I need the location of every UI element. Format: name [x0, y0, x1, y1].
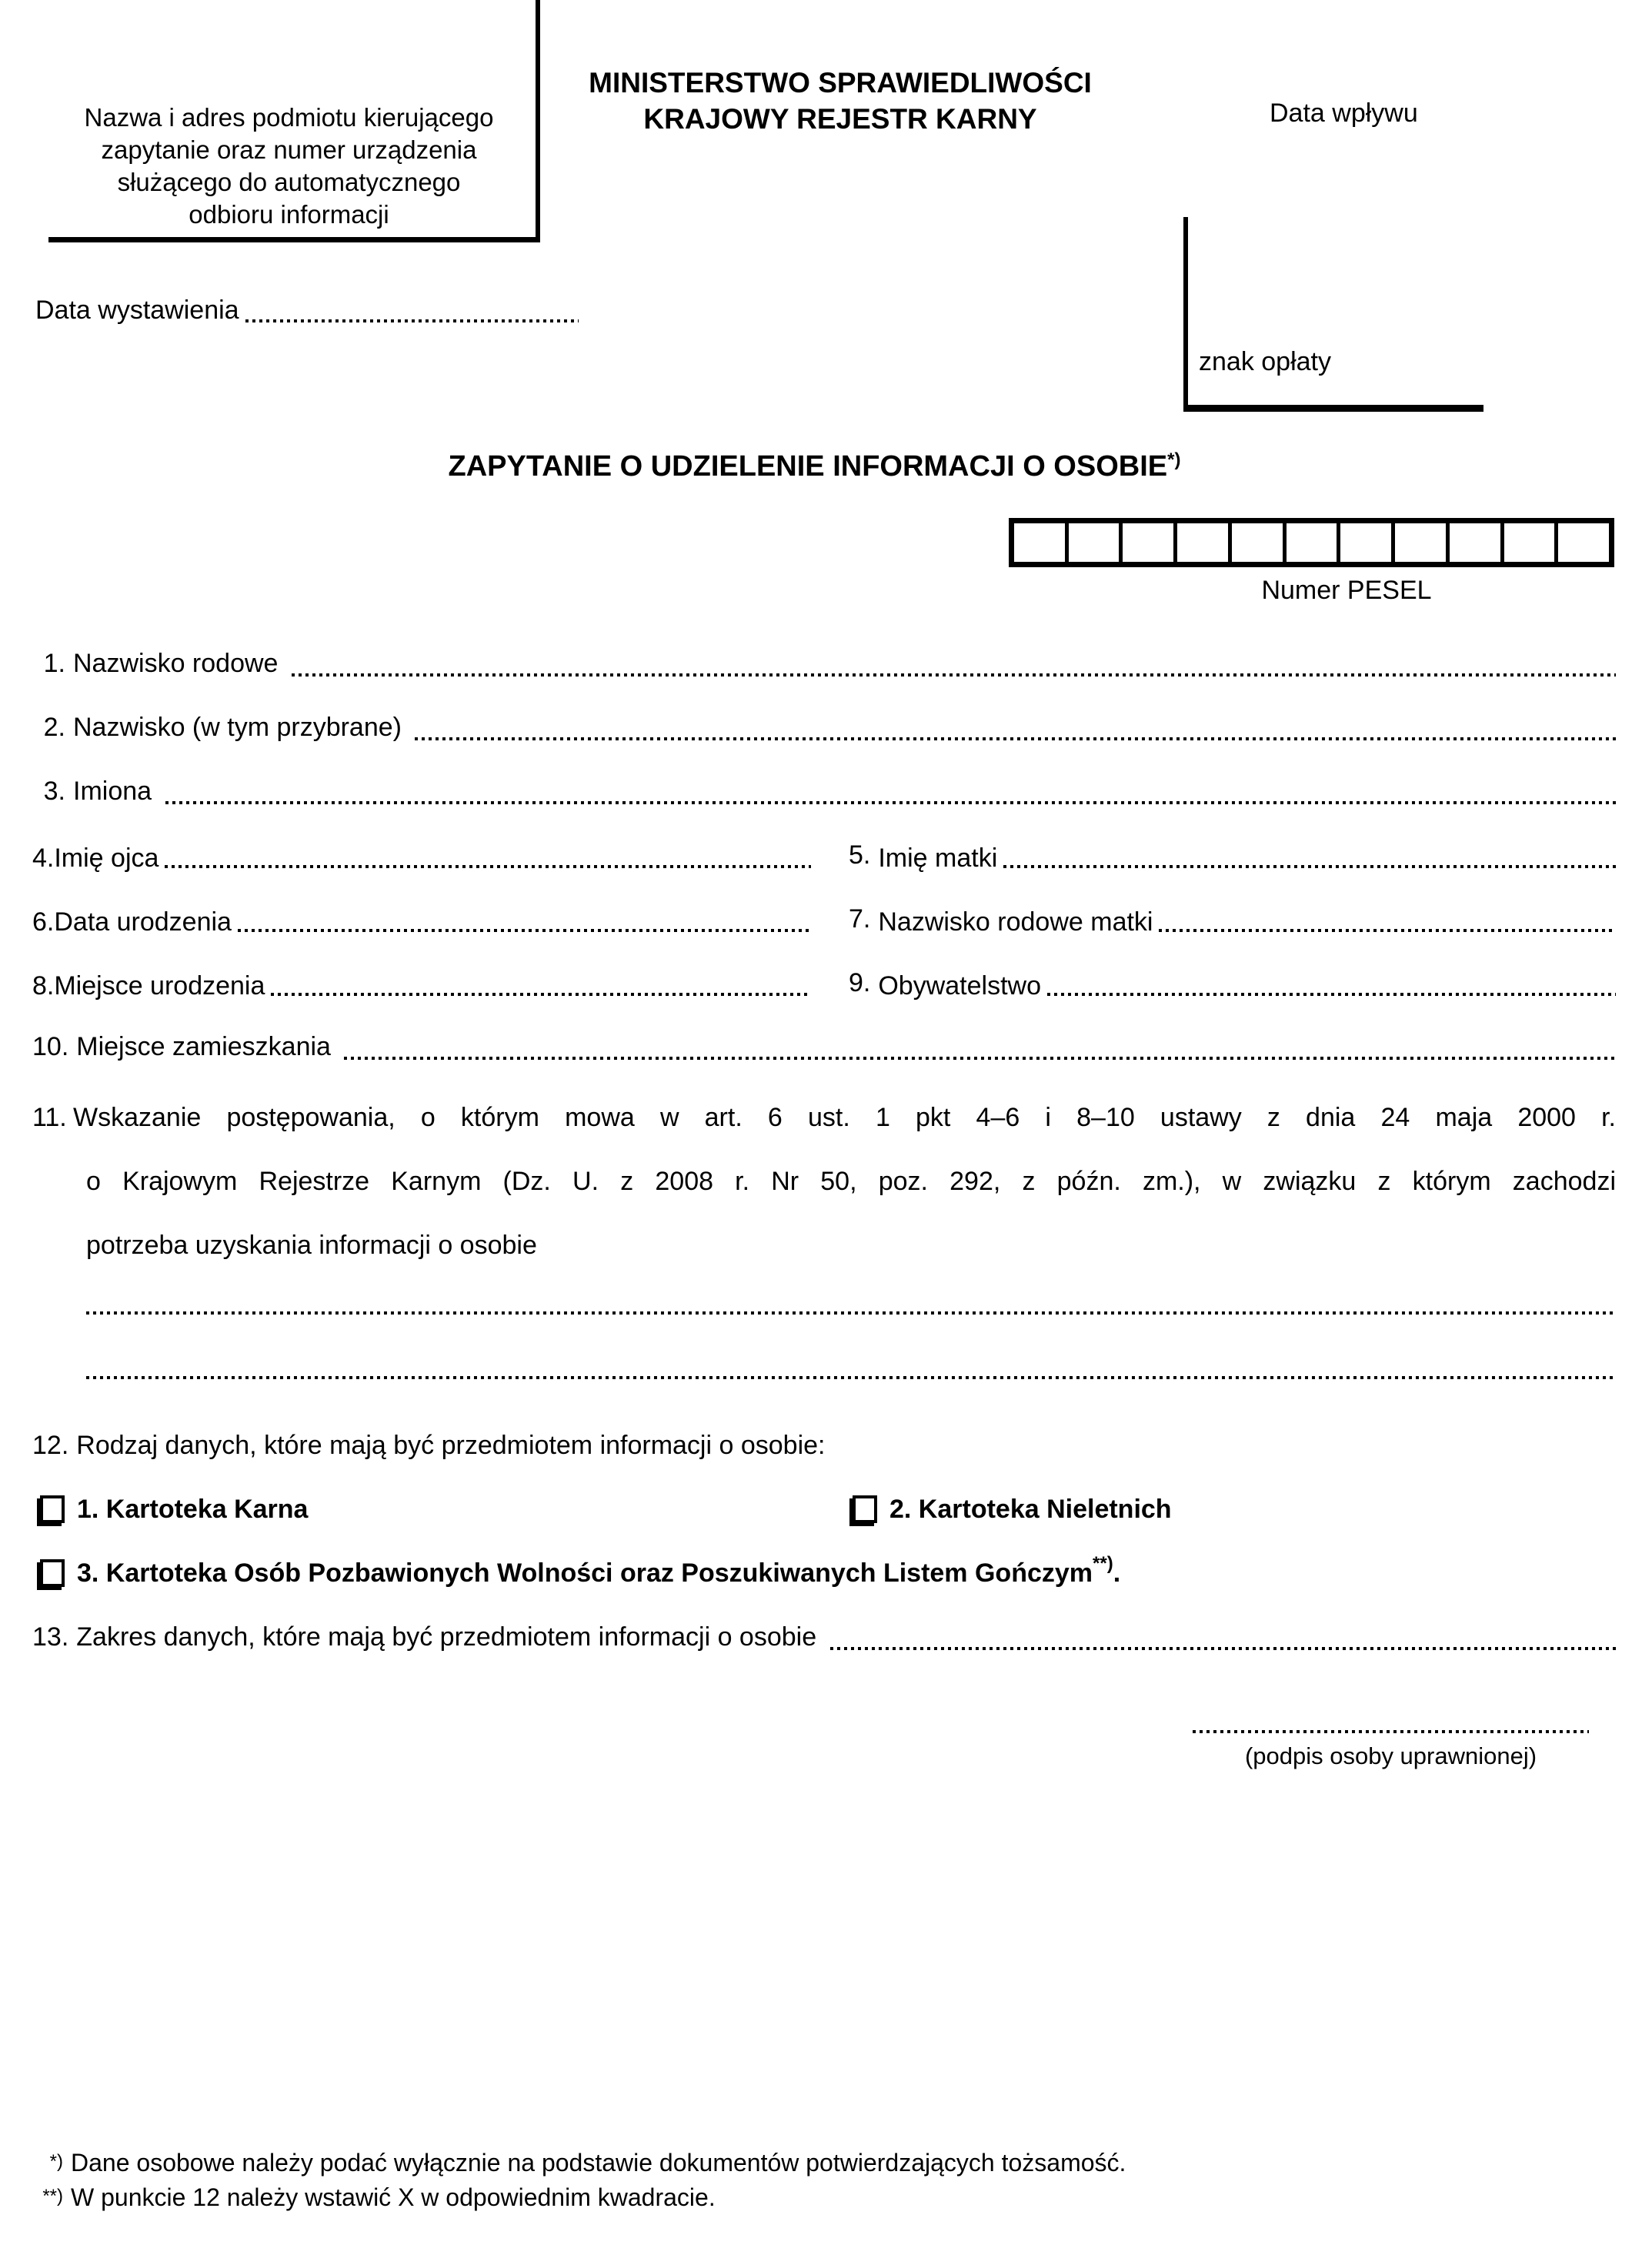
checkbox-kartoteka-nieletnich[interactable]	[849, 1495, 1172, 1525]
sender-box-line: Nazwa i adres podmiotu kierującego	[84, 103, 494, 132]
field-label: Rodzaj danych, które mają być przedmiotem informacji o osobie:	[76, 1431, 826, 1460]
field-number: 1.	[43, 649, 65, 678]
field-number: 3.	[43, 777, 65, 806]
pesel-cell[interactable]	[1340, 523, 1395, 562]
field-label: Imię matki	[878, 844, 998, 873]
field-row-6-7	[32, 900, 1616, 937]
field-fill-line[interactable]	[415, 737, 1616, 740]
footnote-2	[32, 2180, 1616, 2215]
field-number: 5.	[849, 840, 871, 870]
item-11-fill-line-1[interactable]	[86, 1311, 1616, 1315]
checkbox-label-suffix: .	[1113, 1558, 1121, 1588]
field-fill-line[interactable]	[344, 1057, 1616, 1060]
field-label: Nazwisko (w tym przybrane)	[73, 713, 409, 742]
pesel-cell[interactable]	[1177, 523, 1232, 562]
field-label: Miejsce urodzenia	[54, 971, 265, 1001]
pesel-cell[interactable]	[1232, 523, 1287, 562]
data-wystawienia-label: Data wystawienia	[35, 296, 239, 325]
field-fill-line[interactable]	[1003, 865, 1616, 868]
pesel-cell[interactable]	[1504, 523, 1559, 562]
checkbox-label: 3. Kartoteka Osób Pozbawionych Wolności oraz Poszukiwanych Listem Gończym	[77, 1558, 1093, 1588]
item-11-line-2	[32, 1150, 1616, 1214]
field-label: Imiona	[73, 777, 159, 806]
field-imie-matki	[849, 837, 1616, 874]
signature-block	[1185, 1730, 1597, 1772]
ministry-line-1: MINISTERSTWO SPRAWIEDLIWOŚCI	[589, 67, 1092, 99]
checkbox-icon[interactable]	[40, 1495, 65, 1523]
field-label: Data urodzenia	[54, 907, 232, 937]
signature-fill-line[interactable]	[1193, 1730, 1589, 1733]
field-imie-ojca	[32, 844, 811, 874]
sender-box-line: odbioru informacji	[189, 200, 389, 229]
footnote-mark: **)	[42, 2186, 63, 2207]
field-nazwisko-rodowe-matki	[849, 900, 1616, 937]
footnote-text: Dane osobowe należy podać wyłącznie na podstawie dokumentów potwierdzających tożsamość.	[71, 2149, 1126, 2176]
field-number: 13.	[32, 1622, 69, 1652]
field-label: Obywatelstwo	[878, 971, 1041, 1001]
pesel-cell[interactable]	[1287, 523, 1341, 562]
item-11-text-3: potrzeba uzyskania informacji o osobie	[86, 1231, 537, 1260]
field-number: 6.	[32, 907, 55, 937]
field-number: 2.	[43, 713, 65, 742]
field-label: Miejsce zamieszkania	[76, 1032, 339, 1061]
field-fill-line[interactable]	[292, 673, 1616, 676]
form-fields	[32, 645, 1616, 1682]
field-obywatelstwo	[849, 964, 1616, 1001]
form-title-footnote-mark: *)	[1167, 449, 1181, 470]
checkbox-kartoteka-karna[interactable]	[37, 1495, 849, 1525]
pesel-cell[interactable]	[1395, 523, 1450, 562]
checkbox-icon[interactable]	[40, 1559, 65, 1587]
item-11-line-1	[32, 1086, 1616, 1150]
field-number: 4.	[32, 844, 55, 873]
pesel-cell[interactable]	[1123, 523, 1177, 562]
pesel-cell[interactable]	[1069, 523, 1123, 562]
sender-box-line: służącego do automatycznego	[117, 168, 461, 196]
field-number: 11.	[32, 1103, 67, 1132]
sender-address-box	[48, 0, 540, 242]
data-wystawienia-row	[35, 292, 579, 328]
field-fill-line[interactable]	[238, 929, 811, 932]
field-number: 12.	[32, 1431, 69, 1460]
footnote-mark: *)	[49, 2151, 63, 2172]
field-label: Imię ojca	[54, 844, 159, 873]
field-label: Nazwisko rodowe matki	[878, 907, 1153, 937]
ministry-header	[540, 65, 1140, 137]
checkbox-label: 1. Kartoteka Karna	[77, 1494, 309, 1524]
checkbox-label: 2. Kartoteka Nieletnich	[889, 1494, 1172, 1524]
znak-oplaty-label: znak opłaty	[1199, 347, 1331, 376]
field-fill-line[interactable]	[165, 801, 1617, 804]
pesel-cell[interactable]	[1450, 523, 1504, 562]
field-fill-line[interactable]	[1159, 929, 1616, 932]
znak-oplaty-box	[1183, 217, 1483, 412]
field-label: Zakres danych, które mają być przedmiotem informacji o osobie	[76, 1622, 824, 1652]
checkbox-row-2	[32, 1555, 1616, 1592]
ministry-line-2: KRAJOWY REJESTR KARNY	[643, 103, 1037, 135]
form-title-text: ZAPYTANIE O UDZIELENIE INFORMACJI O OSOBIE	[448, 450, 1168, 483]
form-title	[0, 450, 1629, 483]
footnote-1	[32, 2146, 1616, 2180]
field-row-nazwisko-przybrane	[32, 709, 1616, 746]
checkbox-row-1	[32, 1491, 1616, 1528]
footnote-text: W punkcie 12 należy wstawić X w odpowiednim kwadracie.	[71, 2183, 716, 2211]
field-number: 7.	[849, 904, 871, 934]
field-fill-line[interactable]	[165, 865, 811, 868]
field-row-imiona	[32, 773, 1616, 810]
sender-box-line: zapytanie oraz numer urządzenia	[101, 135, 477, 164]
field-row-miejsce-zamieszkania	[32, 1028, 1616, 1065]
field-row-nazwisko-rodowe	[32, 645, 1616, 682]
field-number: 8.	[32, 971, 55, 1001]
field-number: 10.	[32, 1032, 69, 1061]
field-miejsce-urodzenia	[32, 971, 811, 1001]
item-11-text-1: Wskazanie postępowania, o którym mowa w art. 6 ust. 1 pkt 4–6 i 8–10 ustawy z dnia 24 maja 2000 r.	[73, 1103, 1616, 1132]
checkbox-icon[interactable]	[853, 1495, 877, 1523]
field-data-urodzenia	[32, 907, 811, 937]
field-row-8-9	[32, 964, 1616, 1001]
data-wplywu-label: Data wpływu	[1270, 99, 1418, 128]
pesel-label: Numer PESEL	[1261, 576, 1432, 605]
field-item-11	[32, 1086, 1616, 1278]
item-11-line-3	[32, 1214, 1616, 1278]
pesel-grid[interactable]	[1009, 518, 1614, 567]
checkbox-kartoteka-osob-pozbawionych[interactable]	[37, 1553, 1121, 1589]
field-label: Nazwisko rodowe	[73, 649, 285, 678]
field-fill-line[interactable]	[271, 993, 811, 996]
field-row-4-5	[32, 837, 1616, 874]
field-fill-line[interactable]	[830, 1647, 1616, 1650]
field-item-13	[32, 1619, 1616, 1655]
field-number: 9.	[849, 968, 871, 997]
signature-caption: (podpis osoby uprawnionej)	[1244, 1742, 1537, 1769]
item-11-text-2: o Krajowym Rejestrze Karnym (Dz. U. z 2008 r. Nr 50, poz. 292, z późn. zm.), w związku z którym zachodzi	[86, 1167, 1616, 1196]
field-fill-line[interactable]	[1047, 993, 1616, 996]
item-11-fill-line-2[interactable]	[86, 1376, 1616, 1379]
pesel-cell[interactable]	[1014, 523, 1069, 562]
data-wystawienia-fill-line[interactable]	[245, 319, 579, 322]
checkbox-footnote-mark: **)	[1093, 1553, 1113, 1574]
pesel-cell[interactable]	[1558, 523, 1609, 562]
footnotes	[32, 2146, 1616, 2215]
field-item-12	[32, 1427, 1616, 1464]
